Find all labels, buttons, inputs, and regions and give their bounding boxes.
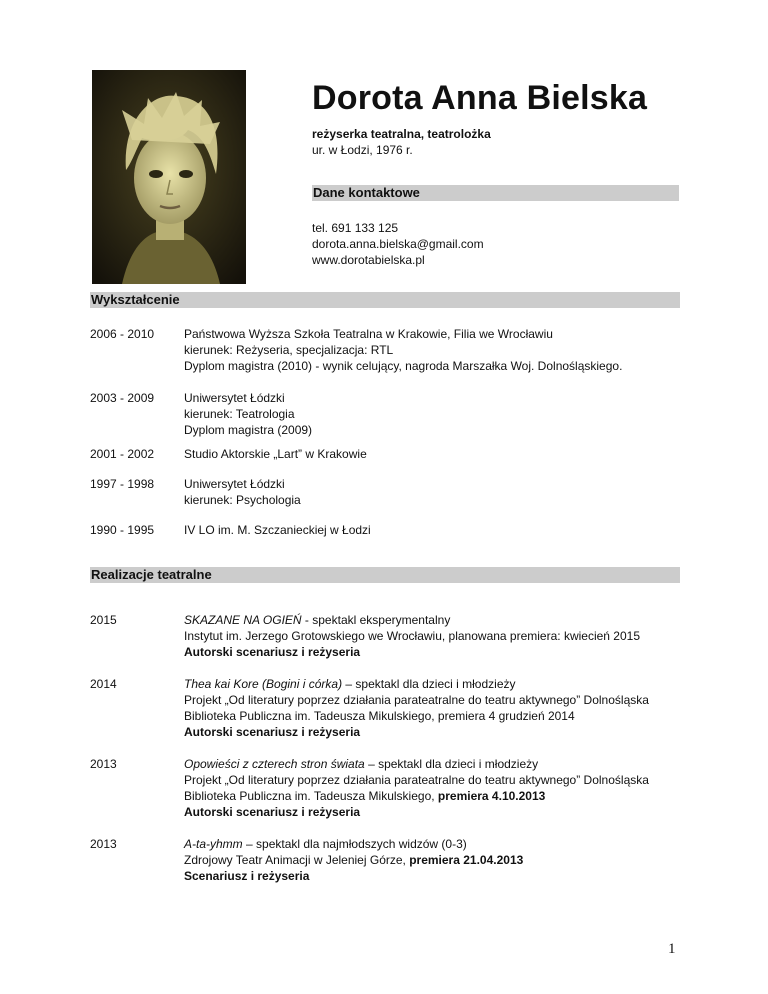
- production-details: [184, 756, 704, 820]
- contact-heading: Dane kontaktowe: [312, 185, 679, 201]
- education-line: kierunek: Teatrologia: [184, 407, 295, 421]
- education-details: [184, 326, 704, 374]
- education-details: [184, 390, 704, 438]
- person-name: Dorota Anna Bielska: [312, 79, 648, 117]
- education-details: [184, 522, 704, 538]
- phone: tel. 691 133 125: [312, 221, 399, 235]
- production-details: [184, 836, 704, 884]
- production-venue: Biblioteka Publiczna im. Tadeusza Mikulskiego, premiera 4 grudzień 2014: [184, 709, 575, 723]
- portrait-illustration: [92, 70, 246, 284]
- education-line: Studio Aktorskie „Lart” w Krakowie: [184, 447, 367, 461]
- production-title: Opowieści z czterech stron świata: [184, 757, 365, 771]
- portrait-photo: [92, 70, 246, 284]
- education-line: kierunek: Psychologia: [184, 493, 301, 507]
- production-year: 2013: [90, 757, 117, 771]
- production-credit: Autorski scenariusz i reżyseria: [184, 805, 361, 819]
- production-title: SKAZANE NA OGIEŃ: [184, 613, 302, 627]
- production-title-line: [184, 756, 704, 772]
- education-line: IV LO im. M. Szczanieckiej w Łodzi: [184, 523, 371, 537]
- education-line: Dyplom magistra (2009): [184, 423, 313, 437]
- production-credit: Autorski scenariusz i reżyseria: [184, 725, 361, 739]
- production-project: Projekt „Od literatury poprzez działania parateatralne do teatru aktywnego” Dolnośląska: [184, 773, 649, 787]
- education-years: 2006 - 2010: [90, 327, 155, 341]
- production-details: [184, 612, 704, 660]
- production-title: Thea kai Kore (Bogini i córka): [184, 677, 343, 691]
- production-venue: Instytut im. Jerzego Grotowskiego we Wrocławiu, planowana premiera: kwiecień 2015: [184, 629, 640, 643]
- education-line: Dyplom magistra (2010) - wynik celujący, nagroda Marszałka Woj. Dolnośląskiego.: [184, 359, 623, 373]
- production-project: Projekt „Od literatury poprzez działania parateatralne do teatru aktywnego” Dolnośląska: [184, 693, 649, 707]
- production-title: A-ta-yhmm: [184, 837, 243, 851]
- production-credit: Autorski scenariusz i reżyseria: [184, 645, 361, 659]
- education-line: Uniwersytet Łódzki: [184, 391, 285, 405]
- production-premiere: premiera 21.04.2013: [409, 853, 524, 867]
- education-years: 2001 - 2002: [90, 447, 155, 461]
- education-years: 1990 - 1995: [90, 523, 155, 537]
- production-type: – spektakl dla dzieci i młodzieży: [364, 757, 539, 771]
- production-title-line: [184, 676, 704, 692]
- production-year: 2014: [90, 677, 117, 691]
- production-type: - spektakl eksperymentalny: [301, 613, 451, 627]
- education-years: 2003 - 2009: [90, 391, 155, 405]
- production-venue-line: [184, 788, 704, 804]
- production-venue: Biblioteka Publiczna im. Tadeusza Mikulskiego,: [184, 789, 438, 803]
- birth-info: ur. w Łodzi, 1976 r.: [312, 143, 413, 157]
- production-premiere: premiera 4.10.2013: [437, 789, 546, 803]
- contact-details: [312, 220, 484, 268]
- education-line: kierunek: Reżyseria, specjalizacja: RTL: [184, 343, 394, 357]
- production-title-line: [184, 612, 704, 628]
- education-details: [184, 446, 704, 462]
- production-venue: Zdrojowy Teatr Animacji w Jeleniej Górze,: [184, 853, 410, 867]
- website: www.dorotabielska.pl: [312, 253, 425, 267]
- production-venue-line: [184, 852, 704, 868]
- production-year: 2013: [90, 837, 117, 851]
- production-type: – spektakl dla dzieci i młodzieży: [342, 677, 516, 691]
- page-number: 1: [668, 941, 676, 957]
- education-years: 1997 - 1998: [90, 477, 155, 491]
- education-line: Państwowa Wyższa Szkoła Teatralna w Krakowie, Filia we Wrocławiu: [184, 327, 553, 341]
- production-type: – spektakl dla najmłodszych widzów (0-3): [242, 837, 467, 851]
- production-title-line: [184, 836, 704, 852]
- education-heading: Wykształcenie: [90, 292, 680, 308]
- production-year: 2015: [90, 613, 117, 627]
- education-line: Uniwersytet Łódzki: [184, 477, 285, 491]
- email: dorota.anna.bielska@gmail.com: [312, 237, 484, 251]
- production-credit: Scenariusz i reżyseria: [184, 869, 310, 883]
- production-details: [184, 676, 704, 740]
- education-details: [184, 476, 704, 508]
- profession: reżyserka teatralna, teatrolożka: [312, 127, 491, 141]
- productions-heading: Realizacje teatralne: [90, 567, 680, 583]
